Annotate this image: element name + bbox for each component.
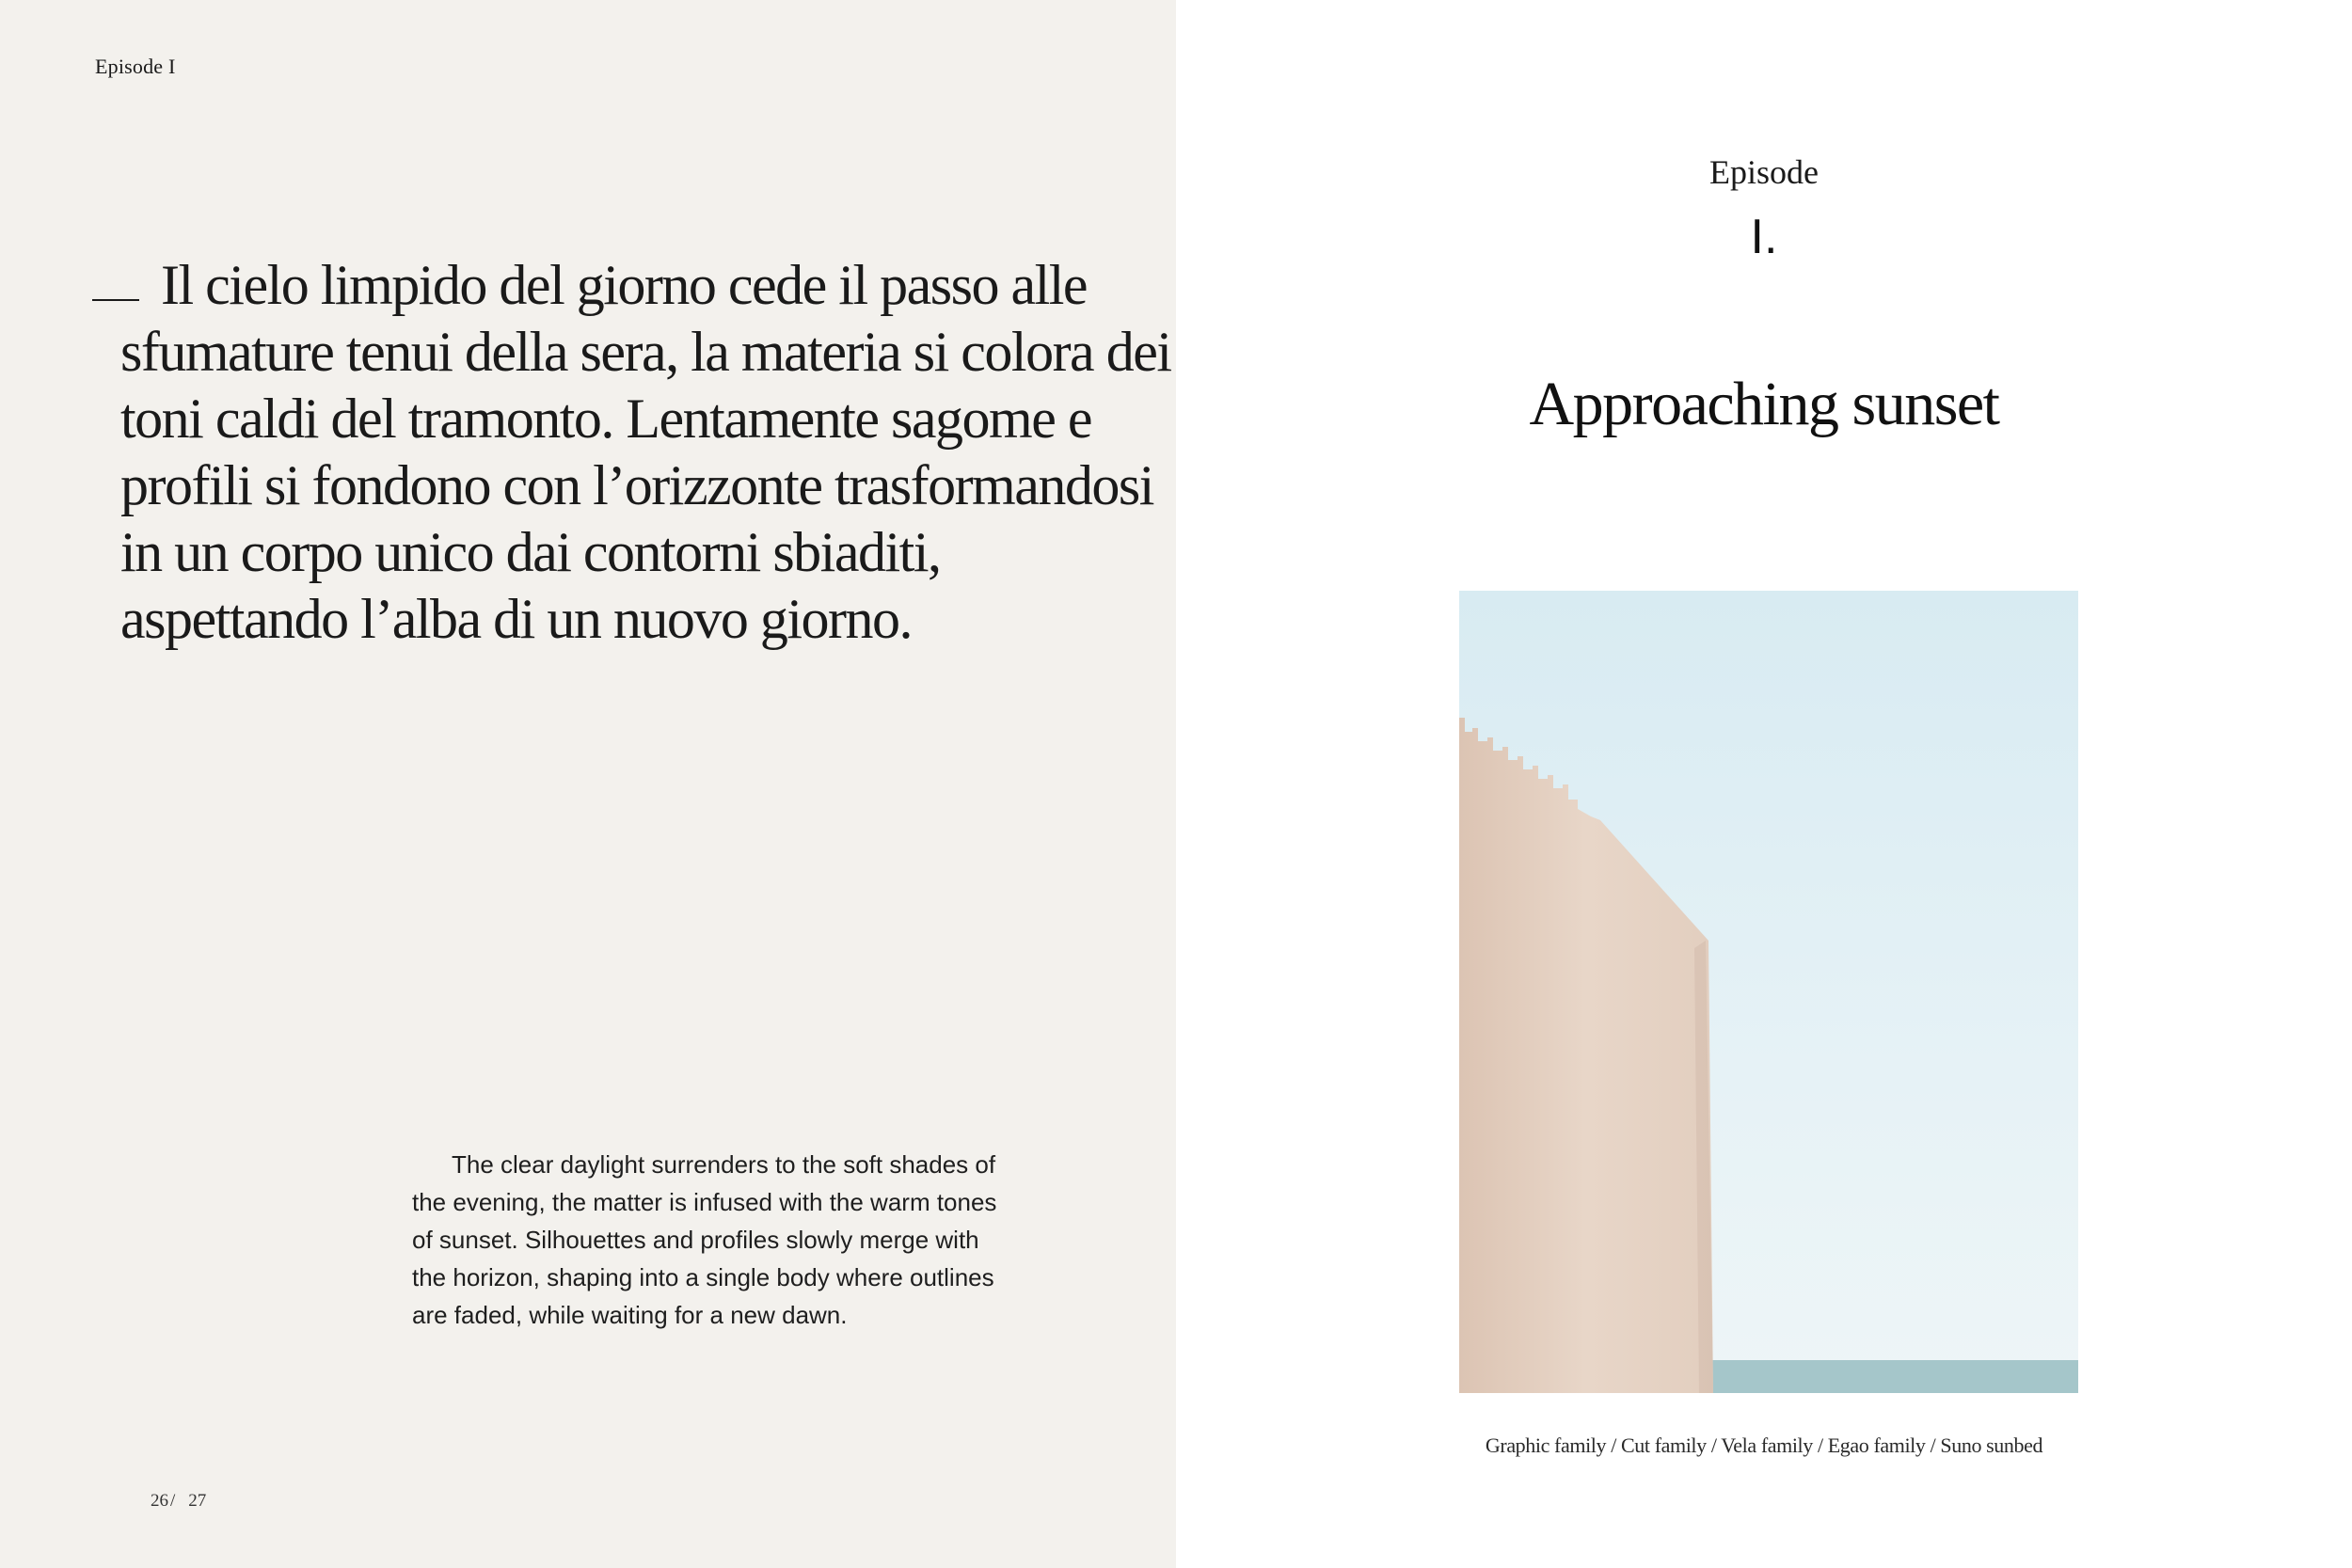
body-line: the horizon, shaping into a single body where outlines: [412, 1263, 994, 1291]
episode-numeral: I.: [1750, 210, 1778, 264]
episode-label: Episode: [1709, 153, 1819, 191]
english-body-text: [412, 1146, 1071, 1334]
running-head: Episode I: [95, 55, 176, 78]
body-line: the evening, the matter is infused with the warm tones: [412, 1188, 997, 1216]
quote-line: in un corpo unico dai contorni sbiaditi,: [120, 521, 941, 583]
quote-line: profili si fondono con l’orizzonte trasformandosi: [120, 454, 1153, 516]
italian-quote: [120, 252, 1171, 653]
page-number-right: 27: [188, 1491, 207, 1511]
tower-photo: [1459, 591, 2078, 1393]
quote-line: aspettando l’alba di un nuovo giorno.: [120, 588, 912, 650]
quote-line: sfumature tenui della sera, la materia si colora dei: [120, 321, 1171, 383]
tower-photo-illustration: [1459, 591, 2078, 1393]
quote-line: Il cielo limpido del giorno cede il passo alle: [161, 254, 1088, 316]
page-number-left: 26: [151, 1491, 168, 1511]
body-line: of sunset. Silhouettes and profiles slowly merge with: [412, 1226, 979, 1254]
page-number-separator: /: [170, 1491, 176, 1511]
body-line: are faded, while waiting for a new dawn.: [412, 1301, 848, 1329]
body-line: The clear daylight surrenders to the soft shades of: [452, 1150, 996, 1179]
page-numbers: [151, 1491, 206, 1512]
chapter-title: Approaching sunset: [1529, 370, 1999, 438]
quote-line: toni caldi del tramonto. Lentamente sagome e: [120, 388, 1091, 450]
photo-caption: Graphic family / Cut family / Vela family / Egao family / Suno sunbed: [1485, 1433, 2043, 1457]
